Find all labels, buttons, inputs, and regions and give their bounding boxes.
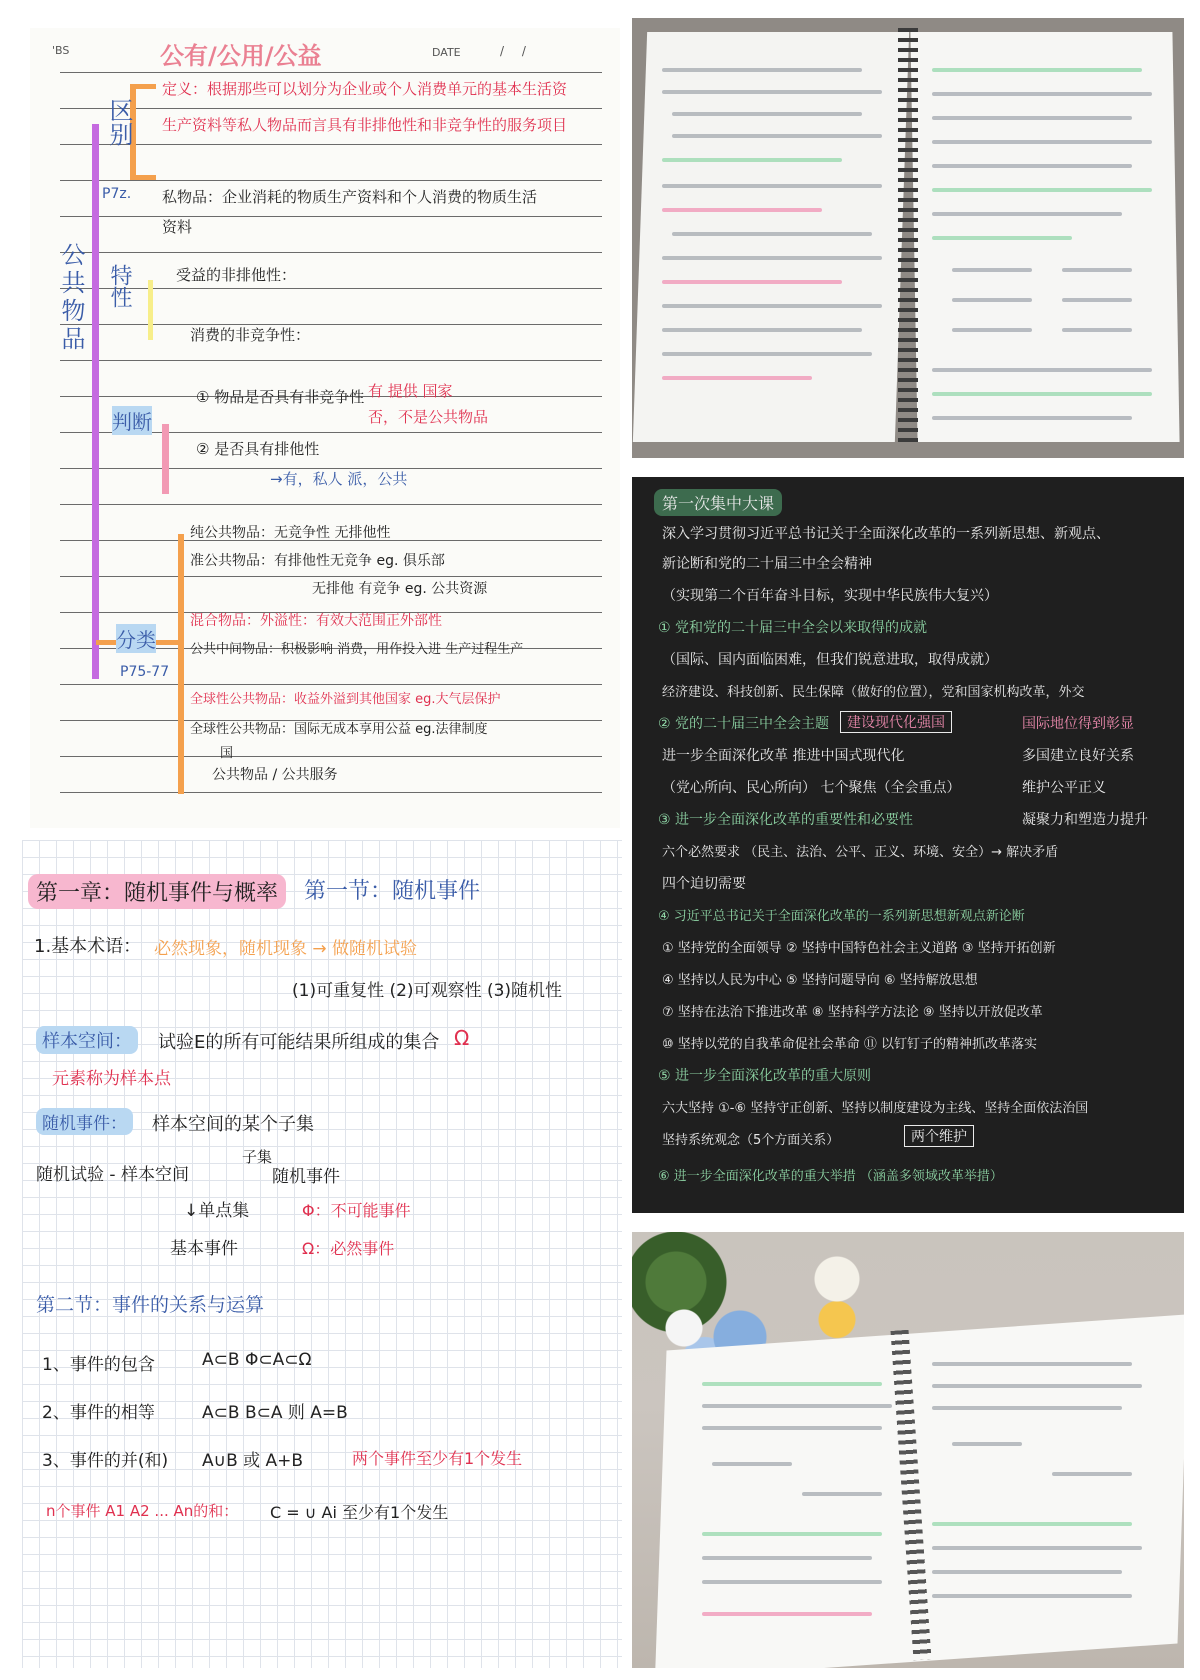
lined-notebook-photo [30,28,620,828]
dark-line: 经济建设、科技创新、民生保障（做好的位置），党和国家机构改革，外交 [662,685,1085,700]
relation-1-label: 1、事件的包含 [42,1355,155,1375]
impossible-event: Φ：不可能事件 [302,1201,411,1220]
flow-text-subset: 子集 [242,1148,273,1166]
note-line: 无排他 有竞争 eg. 公共资源 [312,581,488,597]
side-label-main: 公共物品 [57,242,85,354]
dark-line: ① 党和党的二十届三中全会以来取得的成就 [658,620,927,636]
dark-notes-panel [632,477,1184,1213]
note-line: 准公共物品：有排他性无竞争 eg. 俱乐部 [190,553,445,569]
note-line: ② 是否具有排他性 [196,440,320,458]
chapter-heading: 第一章：随机事件与概率 [28,874,286,909]
spiral-notebook-photo-2 [632,1232,1184,1668]
element-text: 元素称为样本点 [52,1069,171,1089]
relation-3-label: 3、事件的并(和) [42,1451,169,1471]
dark-line: 六个必然要求 （民主、法治、公平、正义、环境、安全）→ 解决矛盾 [662,845,1059,860]
relation-2-formula: A⊂B B⊂A 则 A=B [202,1403,348,1423]
dark-line: 六大坚持 ①-⑥ 坚持守正创新、坚持以制度建设为主线、坚持全面依法治国 [662,1101,1089,1116]
dark-boxed: 建设现代化强国 [840,711,952,733]
flow-text-event: 随机事件 [272,1167,340,1187]
term-traits: (1)可重复性 (2)可观察性 (3)随机性 [292,981,563,1001]
pink-bracket [162,424,169,494]
relation-3-note: 两个事件至少有1个发生 [352,1449,523,1468]
page-title: 公有/公用/公益 [160,42,322,70]
dark-line: 四个迫切需要 [662,876,746,892]
toy-figure [807,1252,867,1342]
dark-line: 新论断和党的二十届三中全会精神 [662,556,872,572]
note-line: 资料 [162,218,193,236]
dark-line: ④ 习近平总书记关于全面深化改革的一系列新思想新观点新论断 [658,909,1025,924]
dark-line: ④ 坚持以人民为中心 ⑤ 坚持问题导向 ⑥ 坚持解放思想 [662,973,978,988]
date-slashes: / / [500,44,526,58]
relation-4-label: n个事件 A1 A2 ... An的和： [46,1502,239,1520]
dark-line: ⑥ 进一步全面深化改革的重大举措 （涵盖多领域改革举措） [658,1169,1003,1184]
dark-line: ② 党的二十届三中全会主题 [658,716,830,732]
dark-title: 第一次集中大课 [654,489,782,516]
dark-line: ③ 进一步全面深化改革的重要性和必要性 [658,812,913,828]
event-label: 随机事件： [36,1108,133,1135]
note-line: 纯公共物品：无竞争性 无排他性 [190,525,391,541]
dark-line: ⑦ 坚持在法治下推进改革 ⑧ 坚持科学方法论 ⑨ 坚持以开放促改革 [662,1005,1043,1020]
sample-space-label: 样本空间： [36,1026,138,1054]
note-line: 否，不是公共物品 [368,408,489,426]
dark-line: （国际、国内面临困难，但我们锐意进取，取得成就） [662,652,998,668]
dark-line: 多国建立良好关系 [1022,748,1134,764]
dark-line: ⑤ 进一步全面深化改革的重大原则 [658,1068,872,1084]
term-label: 1.基本术语： [34,936,142,957]
dark-boxed: 两个维护 [904,1125,974,1147]
note-line: 私物品：企业消耗的物质生产资料和个人消费的物质生活 [162,188,538,206]
purple-bracket [92,124,99,679]
dark-line: 深入学习贯彻习近平总书记关于全面深化改革的一系列新思想、新观点、 [662,526,1110,542]
note-line: 混合物品：外溢性：有效大范围正外部性 [190,613,442,629]
dark-line: （党心所向、民心所向） 七个聚焦（全会重点） [662,780,961,796]
date-label: DATE [432,46,461,59]
dark-line: 国际地位得到彰显 [1022,716,1134,732]
side-label-class: 分类 [116,624,156,653]
note-line: 公共物品 / 公共服务 [212,767,338,783]
note-line: 生产资料等私人物品而言具有非排他性和非竞争性的服务项目 [162,116,568,134]
page-ref-2: P75-77 [120,664,170,680]
single-point-set: ↓单点集 [184,1201,250,1221]
note-line: ① 物品是否具有非竞争性 [196,388,365,406]
relation-2-label: 2、事件的相等 [42,1403,155,1423]
bracket-tick [130,175,156,180]
note-line: 全球性公共物品：国际无成本享用公益 eg.法律制度 [190,722,488,737]
side-label-diff: 区别 [105,98,133,146]
note-line: →有，私人 派，公共 [270,470,408,488]
event-text: 样本空间的某个子集 [152,1114,314,1135]
dark-line: （实现第二个百年奋斗目标，实现中华民族伟大复兴） [662,588,998,604]
note-line: 定义：根据那些可以划分为企业或个人消费单元的基本生活资 [162,80,568,98]
spiral-binding [898,28,918,448]
yellow-bracket [148,280,153,340]
side-label-judge: 判断 [112,406,152,435]
note-line: 受益的非排他性： [176,266,297,284]
grid-notebook-photo [22,840,622,1668]
page-ref-1: P7z. [102,186,132,202]
side-label-traits: 特性 [107,264,132,308]
dark-line: 维护公平正义 [1022,780,1106,796]
term-text: 必然现象，随机现象 → 做随机试验 [154,939,418,959]
note-line: 国 [220,746,234,761]
sample-space-text: 试验E的所有可能结果所组成的集合 [158,1032,440,1053]
header-left: 'BS [52,44,70,57]
dark-line: ① 坚持党的全面领导 ② 坚持中国特色社会主义道路 ③ 坚持开拓创新 [662,941,1056,956]
dark-line: 凝聚力和塑造力提升 [1022,812,1148,828]
note-line: 全球性公共物品：收益外溢到其他国家 eg.大气层保护 [190,692,501,707]
orange-bracket-2 [178,534,184,794]
section-heading-2: 第二节：事件的关系与运算 [36,1294,265,1316]
relation-1-formula: A⊂B Φ⊂A⊂Ω [202,1350,312,1370]
note-line: 消费的非竞争性： [190,326,311,344]
basic-event: 基本事件 [170,1239,238,1259]
flow-text: 随机试验 - 样本空间 [36,1165,189,1185]
relation-4-formula: C = ∪ Ai 至少有1个发生 [270,1503,449,1522]
relation-3-formula: A∪B 或 A+B [202,1451,304,1471]
omega-symbol: Ω [454,1026,470,1050]
dark-line: 进一步全面深化改革 推进中国式现代化 [662,748,905,764]
dark-line: 坚持系统观念（5个方面关系） [662,1133,840,1148]
bracket-tick [130,84,156,89]
note-line: 有 提供 国家 [368,382,453,400]
spiral-notebook-photo-1 [632,18,1184,458]
note-line: 公共中间物品：积极影响 消费，用作投入进 生产过程生产 [190,642,524,657]
dark-line: ⑩ 坚持以党的自我革命促社会革命 ⑪ 以钉钉子的精神抓改革落实 [662,1037,1038,1052]
certain-event: Ω：必然事件 [302,1239,395,1258]
section-heading-1: 第一节：随机事件 [304,879,481,904]
